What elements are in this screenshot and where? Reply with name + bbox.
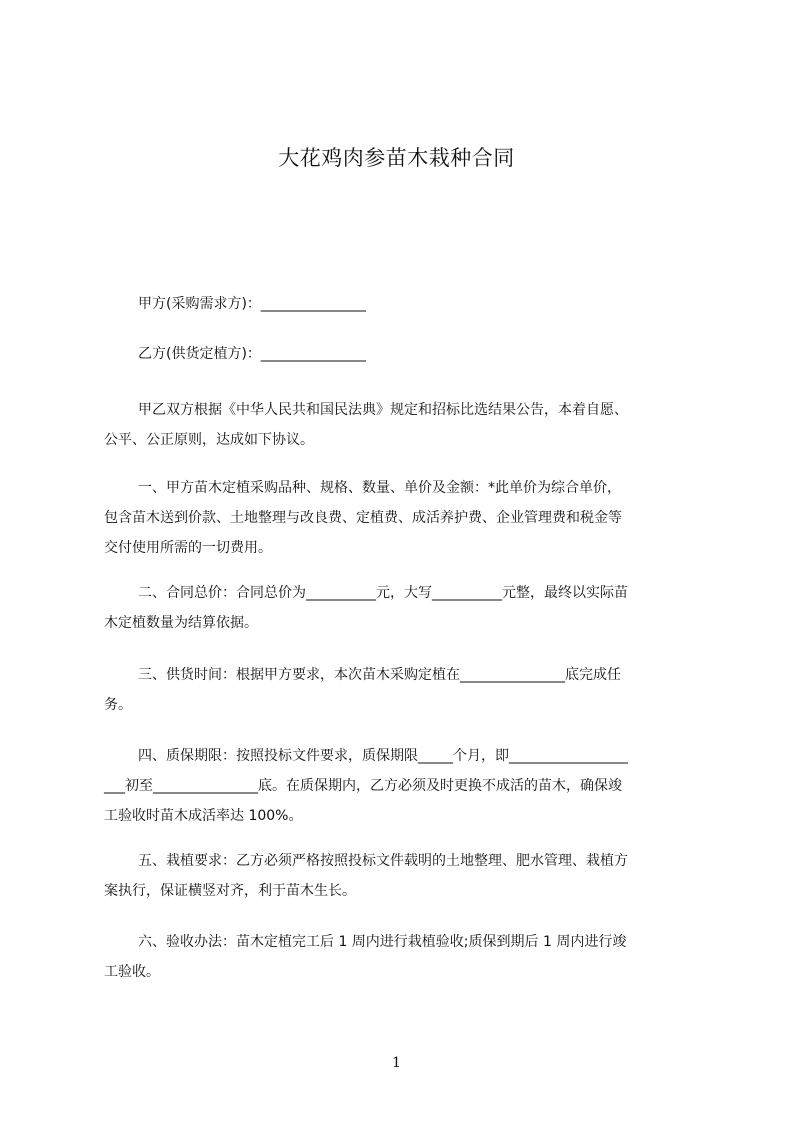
clause-1-line-1: 一、甲方苗木定植采购品种、规格、数量、单价及金额：*此单价为综合单价， [138,480,621,496]
clause-6-line-2: 工验收。 [104,964,160,980]
intro-line-1: 甲乙双方根据《中华人民共和国民法典》规定和招标比选结果公告，本着自愿、 [138,402,628,418]
clause-5 [104,846,704,906]
party-a-text: 甲方(采购需求方)：_______________ [138,296,366,312]
document-title: 大花鸡肉参苗木栽种合同 [278,146,515,170]
party-b-text: 乙方(供货定植方)：_______________ [138,346,366,362]
clause-4 [104,741,704,831]
party-b-line [104,339,704,369]
clause-5-line-1: 五、栽植要求：乙方必须严格按照投标文件载明的土地整理、肥水管理、栽植方 [138,853,628,869]
party-a-line [104,289,704,319]
clause-3 [104,660,704,720]
intro-line-2: 公平、公正原则，达成如下协议。 [104,432,314,448]
clause-4-line-2: ___初至_______________底。在质保期内，乙方必须及时更换不成活的苗木，确保竣 [104,778,622,794]
clause-4-line-1: 四、质保期限：按照投标文件要求，质保期限_____个月，即_________________ [138,748,628,764]
clause-6 [104,927,704,987]
clause-2 [104,578,704,638]
clause-6-line-1: 六、验收办法：苗木定植完工后 1 周内进行栽植验收;质保到期后 1 周内进行竣 [138,934,627,950]
page-number: 1 [392,1055,401,1071]
clause-4-line-3: 工验收时苗木成活率达 100%。 [104,808,303,824]
clause-3-line-2: 务。 [104,697,132,713]
clause-2-line-1: 二、合同总价：合同总价为__________元，大写__________元整，最终以实际苗 [138,585,628,601]
clause-5-line-2: 案执行，保证横竖对齐，利于苗木生长。 [104,883,356,899]
clause-1-line-2: 包含苗木送到价款、土地整理与改良费、定植费、成活养护费、企业管理费和税金等 [104,510,622,526]
clause-2-line-2: 木定植数量为结算依据。 [104,615,258,631]
intro-paragraph [104,395,704,455]
clause-1 [104,473,704,563]
clause-1-line-3: 交付使用所需的一切费用。 [104,540,272,556]
clause-3-line-1: 三、供货时间：根据甲方要求，本次苗木采购定植在_______________底完成任 [138,667,621,683]
